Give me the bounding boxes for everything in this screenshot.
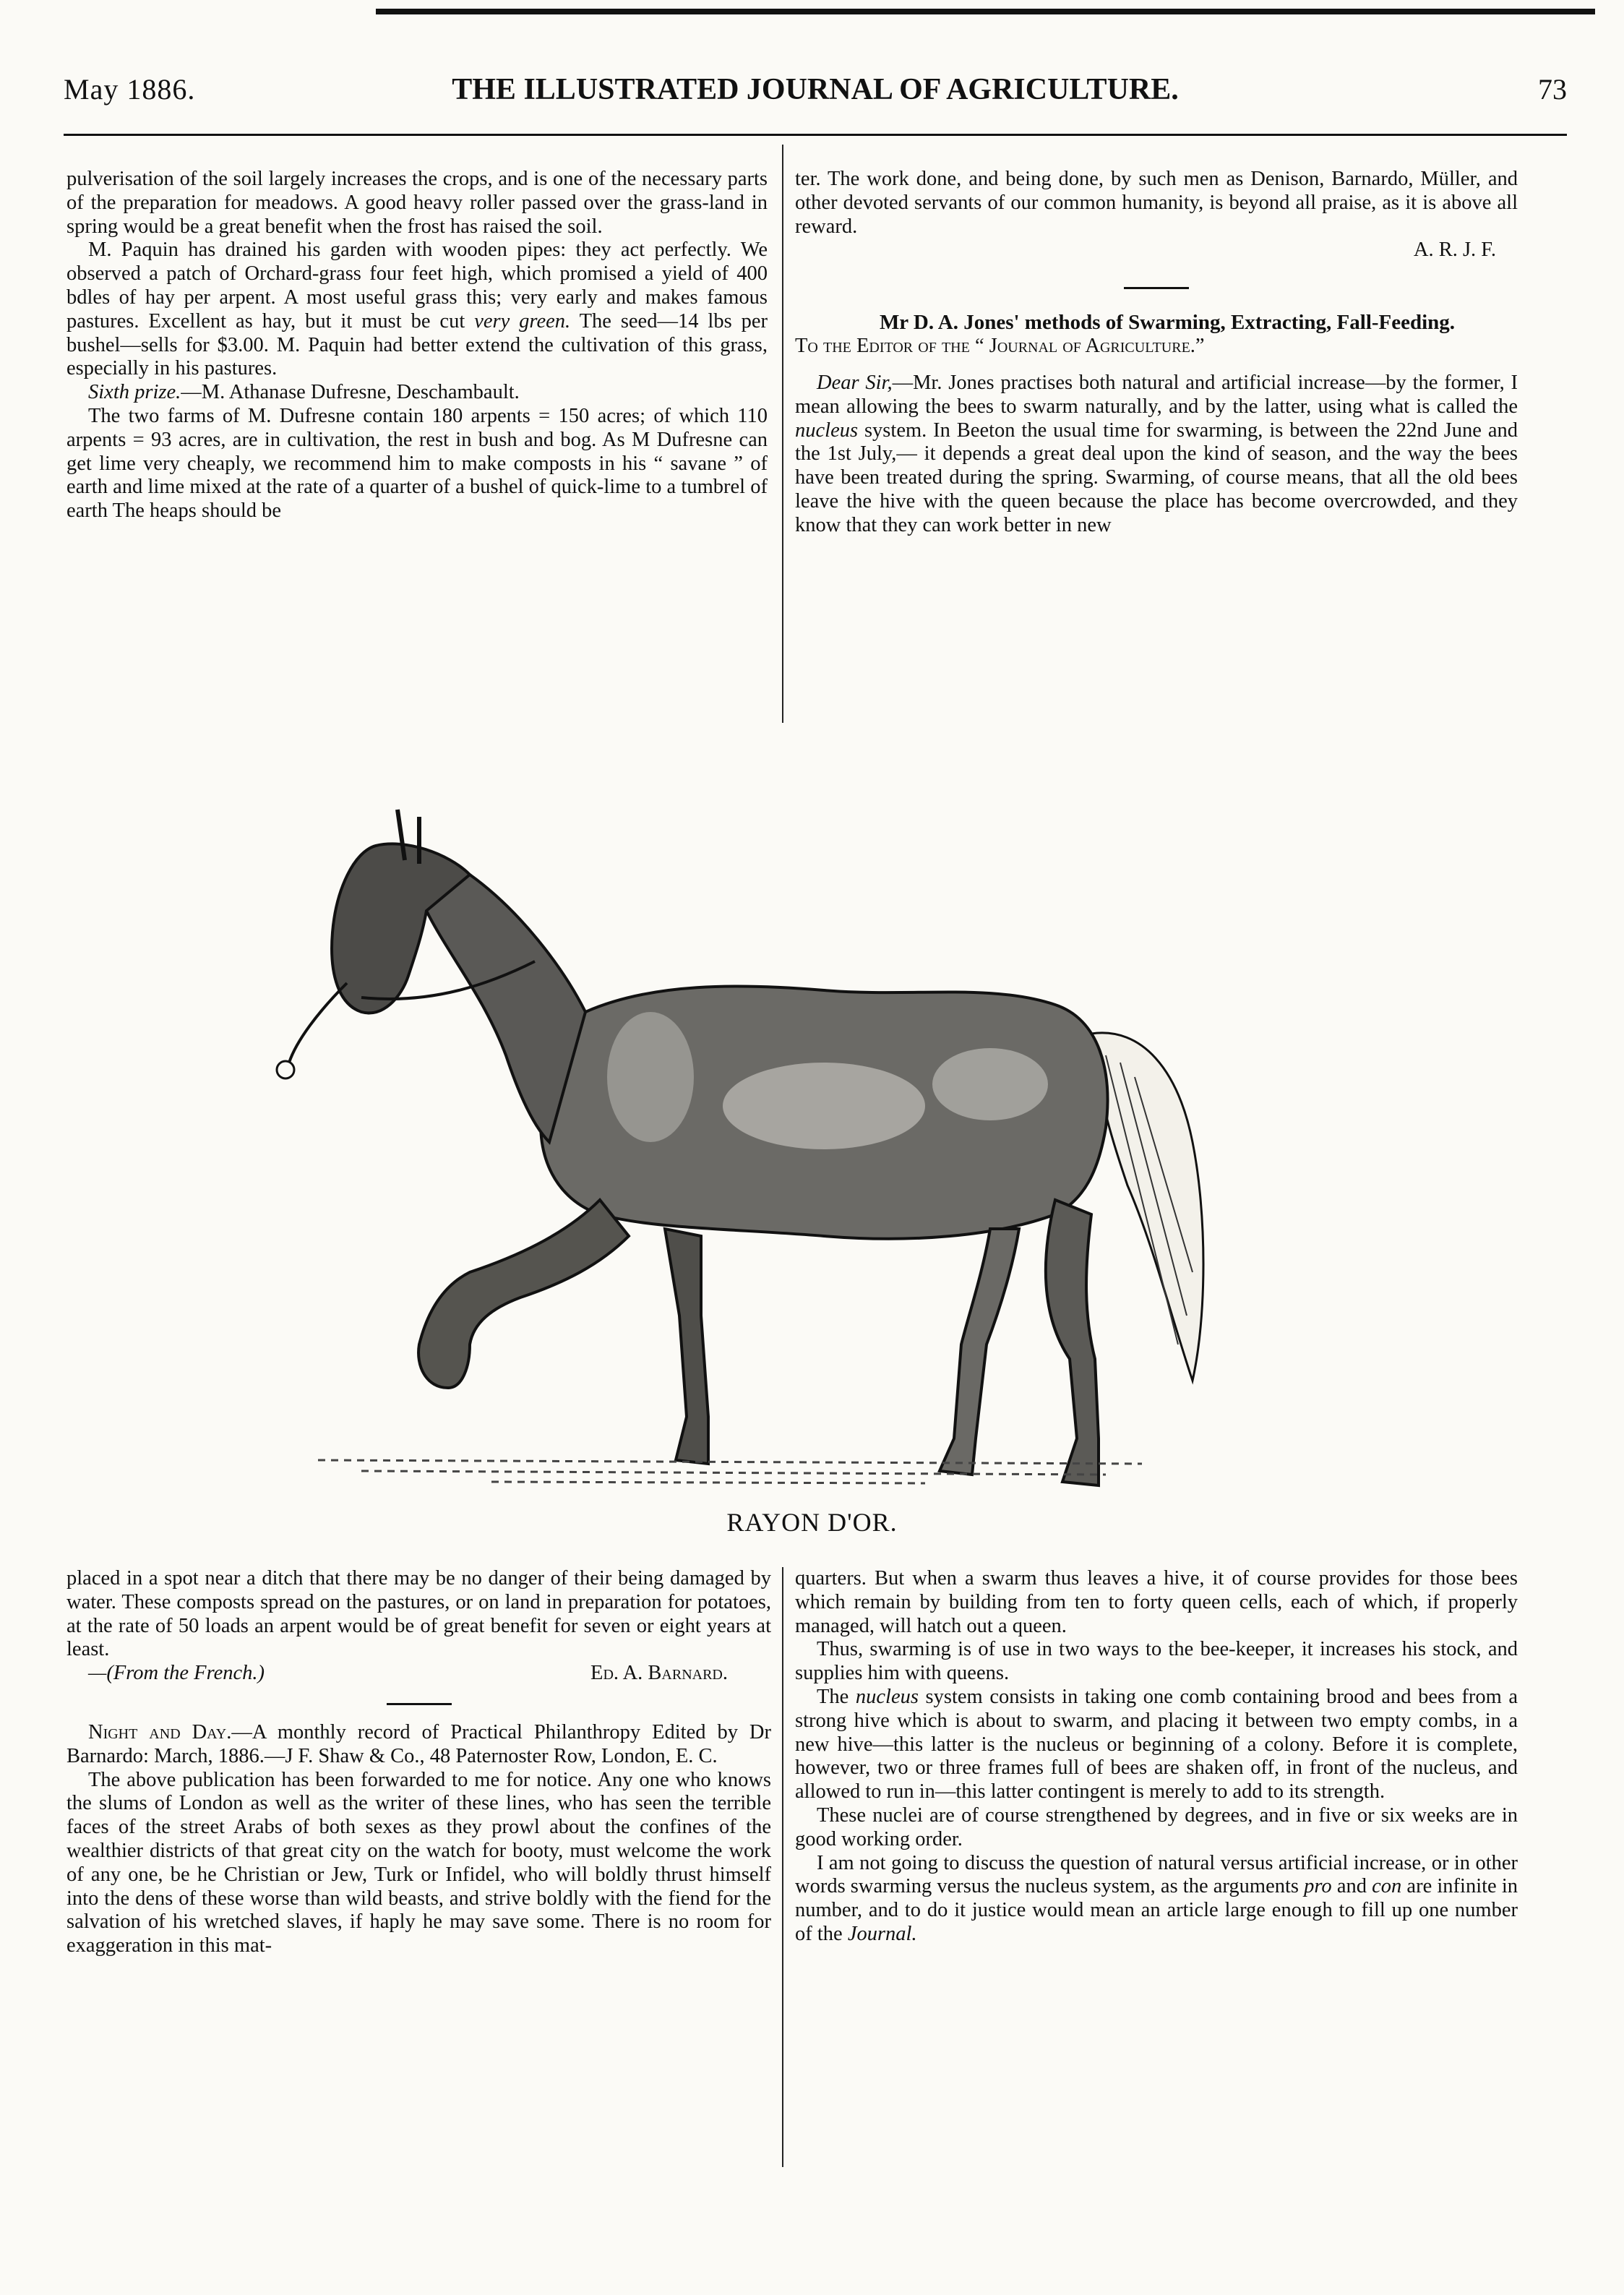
horse-neck: [425, 870, 585, 1142]
paragraph: [66, 381, 768, 405]
emphasis: con: [1372, 1875, 1402, 1898]
header-rule: [64, 134, 1567, 136]
text-run: I am not going to discuss the question of natural versus artificial increase, or in other words swarming versus the nucleus system, as the arguments: [795, 1851, 1518, 1898]
review-title: Night and Day.: [88, 1720, 232, 1743]
emphasis: Sixth prize.: [88, 381, 181, 404]
left-column-top: [66, 168, 768, 746]
paragraph: [795, 1686, 1518, 1804]
column-divider: [782, 1567, 783, 2167]
column-divider: [782, 145, 783, 723]
left-column-bottom: [66, 1567, 771, 2174]
emphasis: very green.: [474, 309, 571, 333]
text-run: —A monthly record of Practical Philanthropy Edited by Dr Barnardo: March, 1886.—J F. Shaw & Co., 48 Paternoster Row, London, E. C.: [66, 1720, 771, 1767]
text-run: M. Paquin has drained his garden with wooden pipes: they act perfectly. We observed a patch of Orchard-grass four feet high, which promised a yield of 400 bdles of hay per arpent. A most useful grass this; very early and makes famous pastures. Excellent as hay, but it must be cut: [66, 239, 768, 333]
page-number: 73: [1538, 73, 1567, 106]
horse-foreleg-raised: [418, 1200, 629, 1388]
paragraph: [795, 372, 1518, 538]
signature: Ed. A. Barnard.: [590, 1662, 728, 1685]
ground-hatching: [318, 1460, 1142, 1483]
editor-address: To the Editor of the “ Journal of Agriculture.”: [795, 335, 1205, 358]
text-run: The: [817, 1685, 856, 1708]
page-header: [64, 72, 1567, 116]
paragraph: Thus, swarming is of use in two ways to the bee-keeper, it increases his stock, and supplies him with queens.: [795, 1638, 1518, 1685]
paragraph: quarters. But when a swarm thus leaves a hive, it of course provides for those bees which remain by building from ten to forty queen cells, each of which, if properly managed, will hatch out a queen.: [795, 1567, 1518, 1637]
section-rule: [387, 1703, 452, 1705]
text-run: system consists in taking one comb containing brood and bees from a strong hive which is about to swarm, and placing it between two empty combs, in a new hive—this latter is the nucleus or beginning of a colony. Before it is complete, however, two or three frames full of bees are shaken off, in front of the nucleus, and allowed to run in—this latter contingent is merely to add to its strength.: [795, 1685, 1518, 1803]
top-border-rule: [376, 9, 1595, 14]
text-run: The two farms of M. Dufresne contain 180 arpents = 150 acres; of which 110 arpents = 93 acres, are in cultivation, the rest in bush and bog. As M Dufresne can get lime very cheaply, we recommend him to make composts in his: [66, 404, 768, 475]
paragraph: [66, 1721, 771, 1769]
text-run: are infinite in number, and to do it justice would mean an article large enough to fill up one number of the: [795, 1875, 1518, 1945]
paragraph: The above publication has been forwarded to me for notice. Any one who knows the slums of London as well as the writer of these lines, who has seen the terrible faces of the street Arabs of both sexes as they prowl about the confines of the wealthier districts of that great city on the watch for booty, must welcome the work of any one, be he Christian or Jew, Turk or Infidel, who will boldly thrust himself into the dens of these worse than wild beasts, and strive boldly with the fiend for the salvation of his wretched slaves, if haply he may save some. There is no room for exaggeration in this mat-: [66, 1768, 771, 1957]
text-run: “ savane ”: [653, 452, 743, 475]
section-rule: [1124, 287, 1189, 289]
text-run: and: [1331, 1875, 1372, 1898]
paragraph: pulverisation of the soil largely increases the crops, and is one of the necessary parts of the preparation for meadows. A good heavy roller passed over the grass-land in spring would be a great benefit when the frost has raised the soil.: [66, 168, 768, 238]
horse-illustration: [275, 766, 1286, 1511]
emphasis: nucleus: [795, 419, 859, 442]
paragraph: [66, 239, 768, 381]
paragraph: placed in a spot near a ditch that there may be no danger of their being damaged by water. These composts spread on the pastures, or on land in preparation for potatoes, at the rate of 50 loads an arpent would be of great benefit for seven or eight years at least.: [66, 1567, 771, 1661]
journal-title: THE ILLUSTRATED JOURNAL OF AGRICULTURE.: [452, 73, 1179, 106]
emphasis: nucleus: [855, 1685, 919, 1708]
signature: A. R. J. F.: [1413, 239, 1496, 262]
right-column-bottom: [795, 1567, 1518, 2174]
figure-caption: RAYON D'OR.: [726, 1508, 898, 1537]
article-title: Mr D. A. Jones' methods of Swarming, Extracting, Fall-Feeding.: [879, 311, 1456, 335]
horse-foreleg: [665, 1229, 708, 1464]
header-date: May 1886.: [64, 73, 196, 106]
right-column-top: [795, 168, 1518, 746]
text-run: system. In Beeton the usual time for swarming, is between the 22nd June and the 1st July,— it depends a great deal upon the kind of season, and the way the bees have been treated during the spring. Swarming, of course means, that all the old bees leave the hive with the queen because the place has become overcrowded, and they know that they can work better in new: [795, 419, 1518, 536]
emphasis: pro: [1304, 1875, 1332, 1898]
text-run: of earth and lime mixed at the rate of a quarter of a bushel of quick-lime to a tumbrel of earth The heaps should be: [66, 452, 768, 523]
horse-hindleg-near: [1046, 1200, 1099, 1485]
text-run: —Mr. Jones practises both natural and artificial increase—by the former, I mean allowing the bees to swarm naturally, and by the latter, using what is called the: [795, 371, 1518, 418]
emphasis: Dear Sir,: [817, 371, 893, 394]
paragraph: These nuclei are of course strengthened by degrees, and in five or six weeks are in good working order.: [795, 1803, 1518, 1850]
paragraph: [795, 1852, 1518, 1947]
attribution-line: [66, 1662, 771, 1686]
text-run: The seed—14 lbs per bushel—sells for $3.00. M. Paquin had better extend the cultivation of this grass, especially in his pastures.: [66, 309, 768, 380]
paragraph: [66, 405, 768, 523]
horse-hindleg-far: [940, 1229, 1019, 1475]
text-run: —M. Athanase Dufresne, Deschambault.: [181, 381, 520, 404]
emphasis: Journal.: [847, 1922, 917, 1945]
paragraph: ter. The work done, and being done, by such men as Denison, Barnardo, Müller, and other devoted servants of our common humanity, is beyond all praise, as it is above all reward.: [795, 168, 1518, 238]
source-note: —(From the French.): [88, 1662, 265, 1685]
